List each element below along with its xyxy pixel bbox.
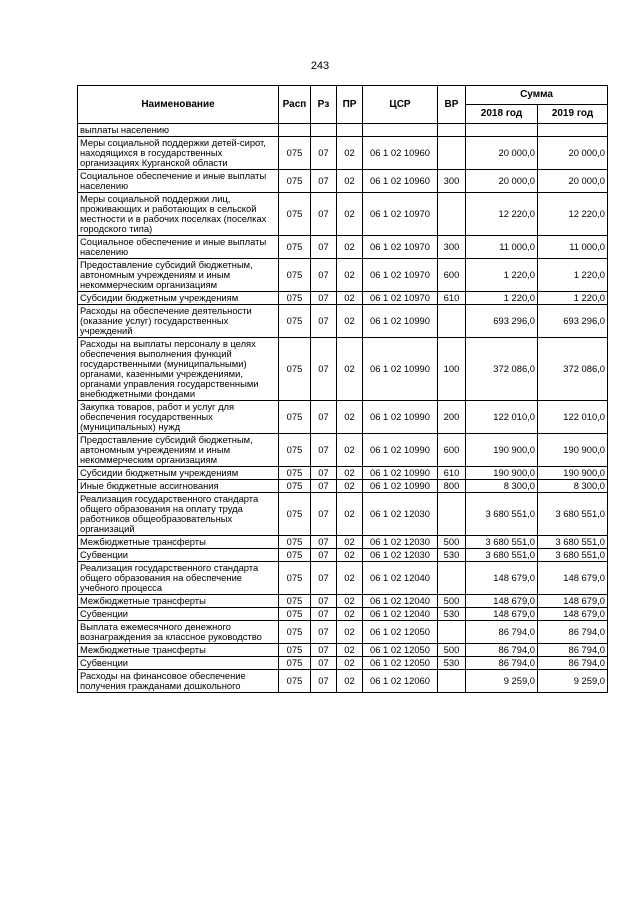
- row-rz: 07: [311, 670, 337, 693]
- row-pr: 02: [337, 236, 363, 259]
- header-rz: Рз: [311, 86, 337, 124]
- row-vr: [438, 137, 466, 170]
- row-sum-2018: 86 794,0: [466, 621, 538, 644]
- row-rz: 07: [311, 608, 337, 621]
- row-pr: 02: [337, 621, 363, 644]
- row-pr: 02: [337, 338, 363, 401]
- row-name: Расходы на финансовое обеспечение получения гражданами дошкольного: [78, 670, 279, 693]
- budget-table: [77, 85, 608, 693]
- row-csr: 06 1 02 12050: [363, 621, 438, 644]
- row-sum-2019: [538, 124, 608, 137]
- table-row: [78, 644, 608, 657]
- row-sum-2019: 148 679,0: [538, 595, 608, 608]
- header-csr: ЦСР: [363, 86, 438, 124]
- row-rasp: 075: [279, 137, 311, 170]
- row-sum-2019: 11 000,0: [538, 236, 608, 259]
- row-name: Иные бюджетные ассигнования: [78, 480, 279, 493]
- row-vr: [438, 670, 466, 693]
- row-csr: 06 1 02 12040: [363, 562, 438, 595]
- row-sum-2018: 3 680 551,0: [466, 536, 538, 549]
- row-csr: 06 1 02 10990: [363, 467, 438, 480]
- row-rasp: [279, 124, 311, 137]
- row-csr: 06 1 02 12030: [363, 493, 438, 536]
- row-name: Субсидии бюджетным учреждениям: [78, 467, 279, 480]
- row-csr: 06 1 02 10970: [363, 236, 438, 259]
- row-sum-2019: 9 259,0: [538, 670, 608, 693]
- row-sum-2019: 148 679,0: [538, 562, 608, 595]
- row-rz: 07: [311, 480, 337, 493]
- row-vr: 500: [438, 536, 466, 549]
- row-sum-2018: 8 300,0: [466, 480, 538, 493]
- row-rasp: 075: [279, 608, 311, 621]
- row-vr: [438, 493, 466, 536]
- row-csr: 06 1 02 12050: [363, 644, 438, 657]
- row-vr: [438, 562, 466, 595]
- row-csr: 06 1 02 10990: [363, 305, 438, 338]
- header-name: Наименование: [78, 86, 279, 124]
- row-rz: 07: [311, 644, 337, 657]
- row-name: Межбюджетные трансферты: [78, 595, 279, 608]
- header-vr: ВР: [438, 86, 466, 124]
- header-sum: Сумма: [466, 86, 608, 105]
- row-sum-2018: 12 220,0: [466, 193, 538, 236]
- row-csr: 06 1 02 10970: [363, 193, 438, 236]
- row-pr: 02: [337, 536, 363, 549]
- row-vr: [438, 124, 466, 137]
- row-name: Предоставление субсидий бюджетным, автономным учреждениям и иным некоммерческим организациям: [78, 434, 279, 467]
- header-pr: ПР: [337, 86, 363, 124]
- header-rasp: Расп: [279, 86, 311, 124]
- page-number: 243: [310, 60, 330, 72]
- row-rz: 07: [311, 536, 337, 549]
- row-vr: 800: [438, 480, 466, 493]
- row-sum-2018: 190 900,0: [466, 467, 538, 480]
- row-vr: 530: [438, 608, 466, 621]
- row-sum-2018: 1 220,0: [466, 259, 538, 292]
- row-csr: 06 1 02 10990: [363, 480, 438, 493]
- row-rz: 07: [311, 137, 337, 170]
- table-row: [78, 536, 608, 549]
- row-sum-2018: 148 679,0: [466, 608, 538, 621]
- row-sum-2018: 3 680 551,0: [466, 549, 538, 562]
- row-vr: 300: [438, 236, 466, 259]
- table-row: [78, 621, 608, 644]
- table-header: [78, 86, 608, 124]
- row-pr: 02: [337, 401, 363, 434]
- table-row: [78, 434, 608, 467]
- row-name: Расходы на обеспечение деятельности (оказание услуг) государственных учреждений: [78, 305, 279, 338]
- row-sum-2018: 190 900,0: [466, 434, 538, 467]
- table-row: [78, 170, 608, 193]
- row-rasp: 075: [279, 480, 311, 493]
- row-sum-2019: 86 794,0: [538, 644, 608, 657]
- row-sum-2019: 1 220,0: [538, 259, 608, 292]
- table-row: [78, 401, 608, 434]
- row-sum-2019: 86 794,0: [538, 621, 608, 644]
- row-sum-2018: 148 679,0: [466, 562, 538, 595]
- row-rz: 07: [311, 338, 337, 401]
- row-rasp: 075: [279, 292, 311, 305]
- row-csr: 06 1 02 12040: [363, 608, 438, 621]
- row-rz: 07: [311, 401, 337, 434]
- row-rasp: 075: [279, 467, 311, 480]
- row-sum-2018: 20 000,0: [466, 170, 538, 193]
- row-csr: 06 1 02 12030: [363, 549, 438, 562]
- row-pr: 02: [337, 562, 363, 595]
- row-pr: 02: [337, 305, 363, 338]
- header-year-2018: 2018 год: [466, 105, 538, 124]
- row-name: Предоставление субсидий бюджетным, автономным учреждениям и иным некоммерческим организациям: [78, 259, 279, 292]
- row-pr: 02: [337, 292, 363, 305]
- table-row: [78, 467, 608, 480]
- row-sum-2019: 3 680 551,0: [538, 493, 608, 536]
- table-row: [78, 657, 608, 670]
- row-name: Выплата ежемесячного денежного вознаграждения за классное руководство: [78, 621, 279, 644]
- row-sum-2019: 3 680 551,0: [538, 549, 608, 562]
- row-sum-2018: 86 794,0: [466, 657, 538, 670]
- row-rasp: 075: [279, 401, 311, 434]
- row-csr: 06 1 02 10990: [363, 338, 438, 401]
- row-pr: 02: [337, 644, 363, 657]
- row-vr: 610: [438, 292, 466, 305]
- row-name: Реализация государственного стандарта общего образования на оплату труда работников общеобразовательных организаций: [78, 493, 279, 536]
- row-vr: 530: [438, 549, 466, 562]
- row-rz: 07: [311, 595, 337, 608]
- row-sum-2019: 122 010,0: [538, 401, 608, 434]
- row-csr: 06 1 02 10970: [363, 259, 438, 292]
- table-row: [78, 124, 608, 137]
- row-rz: 07: [311, 493, 337, 536]
- row-csr: 06 1 02 10960: [363, 137, 438, 170]
- row-name: выплаты населению: [78, 124, 279, 137]
- row-rz: 07: [311, 193, 337, 236]
- table-row: [78, 292, 608, 305]
- row-pr: 02: [337, 493, 363, 536]
- row-name: Меры социальной поддержки лиц, проживающих и работающих в сельской местности и в рабочих поселках (поселках городского типа): [78, 193, 279, 236]
- row-pr: 02: [337, 170, 363, 193]
- row-rz: 07: [311, 305, 337, 338]
- table-row: [78, 670, 608, 693]
- table-row: [78, 236, 608, 259]
- row-pr: 02: [337, 434, 363, 467]
- row-rasp: 075: [279, 236, 311, 259]
- row-csr: 06 1 02 10960: [363, 170, 438, 193]
- table-body: [78, 124, 608, 693]
- row-pr: [337, 124, 363, 137]
- row-vr: 100: [438, 338, 466, 401]
- row-pr: 02: [337, 670, 363, 693]
- row-sum-2018: 9 259,0: [466, 670, 538, 693]
- row-name: Субвенции: [78, 608, 279, 621]
- row-name: Субвенции: [78, 549, 279, 562]
- row-sum-2018: 122 010,0: [466, 401, 538, 434]
- row-vr: 500: [438, 644, 466, 657]
- row-rz: 07: [311, 434, 337, 467]
- row-sum-2019: 1 220,0: [538, 292, 608, 305]
- row-pr: 02: [337, 657, 363, 670]
- row-rasp: 075: [279, 644, 311, 657]
- row-csr: 06 1 02 10970: [363, 292, 438, 305]
- table-row: [78, 595, 608, 608]
- row-name: Расходы на выплаты персоналу в целях обеспечения выполнения функций государственными (муниципальными) органами, казенными учреждениями, органами управления государственными внебюджетными фондами: [78, 338, 279, 401]
- row-sum-2019: 12 220,0: [538, 193, 608, 236]
- row-rz: 07: [311, 562, 337, 595]
- row-name: Закупка товаров, работ и услуг для обеспечения государственных (муниципальных) нужд: [78, 401, 279, 434]
- table-row: [78, 562, 608, 595]
- row-vr: [438, 621, 466, 644]
- row-rasp: 075: [279, 562, 311, 595]
- row-csr: 06 1 02 12030: [363, 536, 438, 549]
- row-sum-2018: 86 794,0: [466, 644, 538, 657]
- table-row: [78, 608, 608, 621]
- row-name: Субвенции: [78, 657, 279, 670]
- row-rasp: 075: [279, 434, 311, 467]
- row-vr: 610: [438, 467, 466, 480]
- row-rz: 07: [311, 236, 337, 259]
- row-sum-2019: 20 000,0: [538, 137, 608, 170]
- table-row: [78, 137, 608, 170]
- row-rz: 07: [311, 549, 337, 562]
- row-sum-2019: 693 296,0: [538, 305, 608, 338]
- row-sum-2018: 3 680 551,0: [466, 493, 538, 536]
- row-vr: [438, 305, 466, 338]
- row-sum-2018: 20 000,0: [466, 137, 538, 170]
- row-rasp: 075: [279, 493, 311, 536]
- row-sum-2018: 11 000,0: [466, 236, 538, 259]
- row-vr: 300: [438, 170, 466, 193]
- table-row: [78, 338, 608, 401]
- row-pr: 02: [337, 137, 363, 170]
- row-rasp: 075: [279, 595, 311, 608]
- row-rz: [311, 124, 337, 137]
- table-row: [78, 480, 608, 493]
- row-sum-2019: 20 000,0: [538, 170, 608, 193]
- row-rasp: 075: [279, 670, 311, 693]
- table-row: [78, 549, 608, 562]
- row-sum-2019: 3 680 551,0: [538, 536, 608, 549]
- row-sum-2018: 372 086,0: [466, 338, 538, 401]
- row-rasp: 075: [279, 338, 311, 401]
- row-vr: 600: [438, 434, 466, 467]
- header-year-2019: 2019 год: [538, 105, 608, 124]
- row-rasp: 075: [279, 621, 311, 644]
- row-csr: 06 1 02 12040: [363, 595, 438, 608]
- row-pr: 02: [337, 549, 363, 562]
- row-sum-2019: 8 300,0: [538, 480, 608, 493]
- row-sum-2019: 190 900,0: [538, 467, 608, 480]
- row-sum-2018: 148 679,0: [466, 595, 538, 608]
- row-name: Межбюджетные трансферты: [78, 536, 279, 549]
- row-rz: 07: [311, 657, 337, 670]
- row-sum-2019: 86 794,0: [538, 657, 608, 670]
- row-csr: 06 1 02 10990: [363, 434, 438, 467]
- row-csr: 06 1 02 12050: [363, 657, 438, 670]
- row-pr: 02: [337, 259, 363, 292]
- row-sum-2018: 1 220,0: [466, 292, 538, 305]
- row-csr: [363, 124, 438, 137]
- row-vr: 200: [438, 401, 466, 434]
- row-name: Субсидии бюджетным учреждениям: [78, 292, 279, 305]
- row-sum-2018: 693 296,0: [466, 305, 538, 338]
- row-pr: 02: [337, 193, 363, 236]
- row-name: Меры социальной поддержки детей-сирот, находящихся в государственных организациях Курганской области: [78, 137, 279, 170]
- row-vr: 500: [438, 595, 466, 608]
- row-name: Реализация государственного стандарта общего образования на обеспечение учебного процесса: [78, 562, 279, 595]
- table-row: [78, 493, 608, 536]
- row-rz: 07: [311, 621, 337, 644]
- row-pr: 02: [337, 480, 363, 493]
- row-rasp: 075: [279, 536, 311, 549]
- row-rasp: 075: [279, 170, 311, 193]
- row-sum-2019: 148 679,0: [538, 608, 608, 621]
- row-pr: 02: [337, 608, 363, 621]
- row-pr: 02: [337, 467, 363, 480]
- row-vr: [438, 193, 466, 236]
- row-pr: 02: [337, 595, 363, 608]
- table-row: [78, 259, 608, 292]
- row-csr: 06 1 02 12060: [363, 670, 438, 693]
- row-sum-2019: 190 900,0: [538, 434, 608, 467]
- row-name: Межбюджетные трансферты: [78, 644, 279, 657]
- row-csr: 06 1 02 10990: [363, 401, 438, 434]
- row-name: Социальное обеспечение и иные выплаты населению: [78, 170, 279, 193]
- row-name: Социальное обеспечение и иные выплаты населению: [78, 236, 279, 259]
- row-rasp: 075: [279, 305, 311, 338]
- row-rasp: 075: [279, 657, 311, 670]
- row-rz: 07: [311, 467, 337, 480]
- row-vr: 600: [438, 259, 466, 292]
- row-sum-2018: [466, 124, 538, 137]
- row-vr: 530: [438, 657, 466, 670]
- row-rasp: 075: [279, 549, 311, 562]
- row-sum-2019: 372 086,0: [538, 338, 608, 401]
- row-rz: 07: [311, 259, 337, 292]
- table-row: [78, 305, 608, 338]
- row-rz: 07: [311, 170, 337, 193]
- row-rasp: 075: [279, 259, 311, 292]
- table-row: [78, 193, 608, 236]
- row-rz: 07: [311, 292, 337, 305]
- row-rasp: 075: [279, 193, 311, 236]
